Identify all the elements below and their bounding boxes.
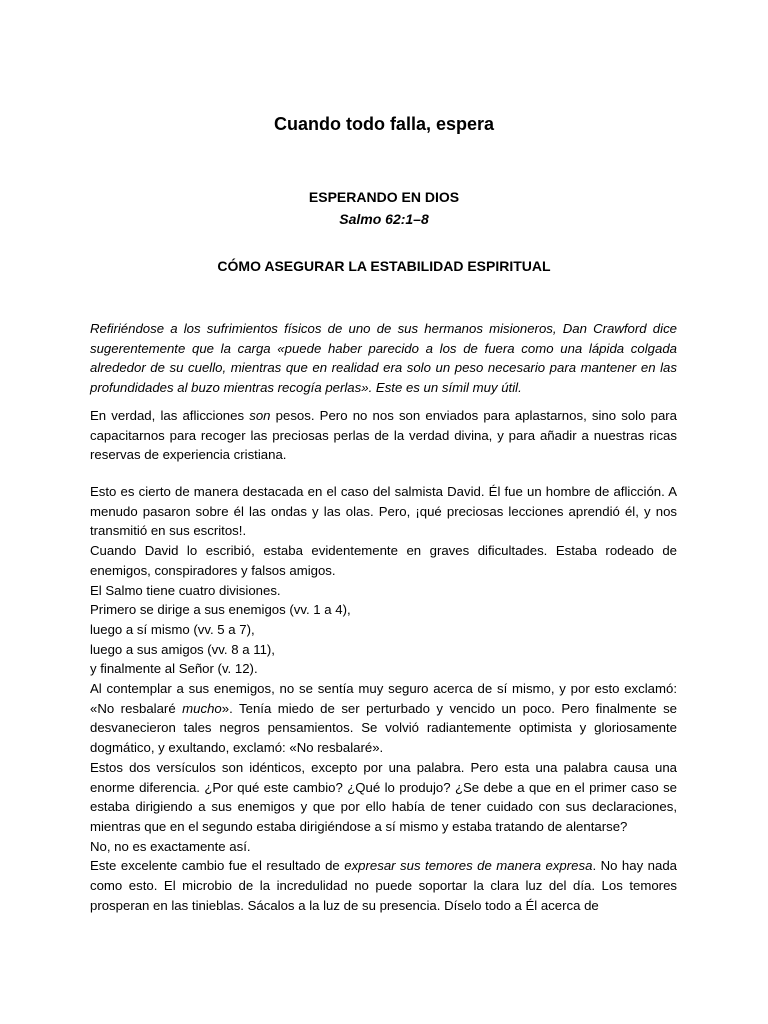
list-line: luego a sí mismo (vv. 5 a 7), xyxy=(90,621,255,637)
subsection-heading: CÓMO ASEGURAR LA ESTABILIDAD ESPIRITUAL xyxy=(217,258,551,274)
text-run: pesos. Pero no nos son enviados para aplastarnos, sino solo para capacitarnos para recoger las preciosas perlas de la verdad divina, y para añadir a nuestras ricas reservas de experiencia cristiana. xyxy=(90,408,678,463)
text-run: Este excelente cambio fue el resultado de xyxy=(90,858,345,874)
emphasis-text: expresar sus temores de manera expresa xyxy=(344,858,593,874)
scripture-reference: Salmo 62:1–8 xyxy=(339,211,429,227)
paragraph-text xyxy=(90,406,677,465)
text-run: Al contemplar a sus enemigos, no se sentía muy seguro acerca de sí mismo, y por esto exclamó: «No resbalaré xyxy=(90,681,677,716)
paragraph-afflictions xyxy=(90,406,677,465)
text-run: . No hay nada como esto. El microbio de la incredulidad no puede soportar la clara luz del día. Los temores prosperan en las tinieblas. Sácalos a la luz de su presencia. Díselo todo a Él acerca de xyxy=(90,858,678,913)
paragraph-difficulties: Cuando David lo escribió, estaba evidentemente en graves dificultades. Estaba rodeado de enemigos, conspiradores y falsos amigos. xyxy=(90,543,677,578)
text-run: ». Tenía miedo de ser perturbado y vencido un poco. Pero finalmente se desvanecieron tales negros pensamientos. Se volvió radiantemente optimista y gloriosamente dogmático, y exultando, exclamó: «No resbalaré». xyxy=(90,700,678,756)
body-section xyxy=(90,482,677,915)
list-line: Primero se dirige a sus enemigos (vv. 1 a 4), xyxy=(90,602,351,618)
emphasis-text: son xyxy=(249,408,271,423)
section-heading: ESPERANDO EN DIOS xyxy=(308,189,460,205)
paragraph-change xyxy=(90,856,677,915)
text-run: En verdad, las aflicciones xyxy=(90,408,250,423)
paragraph-verses: Estos dos versículos son idénticos, excepto por una palabra. Pero esta una palabra causa una enorme diferencia. ¿Por qué este cambio? ¿Qué lo produjo? ¿Se debe a que en el primer caso se estaba dirigiendo a sus enemigos y que por ello había de tener cuidado con sus declaraciones, mientras que en el segundo estaba dirigiéndose a sí mismo y estaba tratando de alentarse? xyxy=(90,759,677,834)
list-line: y finalmente al Señor (v. 12). xyxy=(90,661,258,677)
emphasis-text: mucho xyxy=(182,700,222,716)
paragraph-enemies xyxy=(90,679,677,758)
paragraph-david: Esto es cierto de manera destacada en el caso del salmista David. Él fue un hombre de aflicción. A menudo pasaron sobre él las ondas y las olas. Pero, ¡qué preciosas lecciones aprendió él, y nos transmitió en sus escritos!. xyxy=(90,484,677,539)
intro-text: Refiriéndose a los sufrimientos físicos de uno de sus hermanos misioneros, Dan Crawford dice sugerentemente que la carga «puede haber parecido a los de fuera como una lápida colgada alrededor de su cuello, mientras que en realidad era solo un peso necesario para mantener en las profundidades al buzo mientras recogía perlas». Este es un símil muy útil. xyxy=(90,321,677,396)
list-line: El Salmo tiene cuatro divisiones. xyxy=(90,582,281,598)
list-line: luego a sus amigos (vv. 8 a 11), xyxy=(90,641,275,657)
paragraph-short: No, no es exactamente así. xyxy=(90,838,251,854)
intro-quote-paragraph xyxy=(90,319,677,398)
document-title: Cuando todo falla, espera xyxy=(273,114,495,134)
